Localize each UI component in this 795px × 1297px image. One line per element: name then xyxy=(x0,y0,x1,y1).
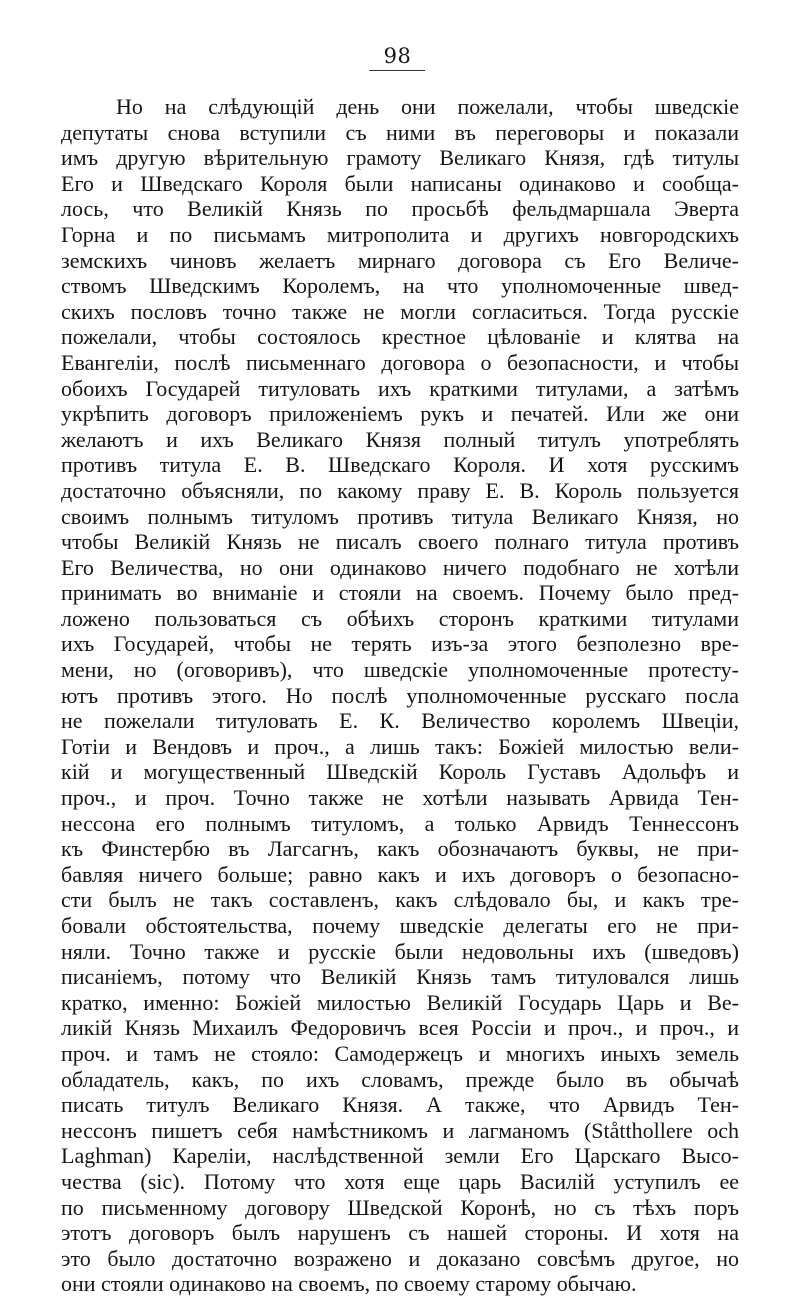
text-line: писаніемъ, потому что Великій Князь тамъ титуловался лишь xyxy=(61,964,739,990)
text-line: пожелали, чтобы состоялось крестное цѣлованіе и клятва на xyxy=(61,324,739,350)
page-number: 98 xyxy=(383,44,412,68)
text-line: чества (sic). Потому что хотя еще царь Василій уступилъ ее xyxy=(61,1168,739,1194)
text-line: Его Величества, но они одинаково ничего подобнаго не хотѣли xyxy=(61,554,739,580)
text-line: мени, но (оговоривъ), что шведскіе уполномоченные протесту- xyxy=(61,657,739,683)
text-line: нессона его полнымъ титуломъ, а только Арвидъ Теннессонъ xyxy=(61,810,739,836)
text-line: не пожелали титуловать Е. К. Величество королемъ Швеціи, xyxy=(61,708,739,734)
text-line: кій и могущественный Шведскій Король Густавъ Адольфъ и xyxy=(61,759,739,785)
text-line: Горна и по письмамъ митрополита и другихъ новгородскихъ xyxy=(61,221,739,247)
text-line: къ Финстербю въ Лагсагнъ, какъ обозначаютъ буквы, не при- xyxy=(61,836,739,862)
text-line: Евангеліи, послѣ письменнаго договора о безопасности, и чтобы xyxy=(61,349,739,375)
text-line: ликій Князь Михаилъ Федоровичъ всея Россіи и проч., и проч., и xyxy=(61,1015,739,1041)
text-line: ихъ Государей, чтобы не терять изъ-за этого безполезно вре- xyxy=(61,631,739,657)
text-line: няли. Точно также и русскіе были недовольны ихъ (шведовъ) xyxy=(61,938,739,964)
page-number-underline xyxy=(369,70,425,71)
text-line: проч. и тамъ не стояло: Самодержецъ и многихъ иныхъ земель xyxy=(61,1040,739,1066)
text-line: сти былъ не такъ составленъ, какъ слѣдовало бы, и какъ тре- xyxy=(61,887,739,913)
text-line: достаточно объясняли, по какому праву Е. В. Король пользуется xyxy=(61,477,739,503)
text-line: Готіи и Вендовъ и проч., а лишь такъ: Божіей милостью вели- xyxy=(61,733,739,759)
text-line: нессонъ пишетъ себя намѣстникомъ и лагманомъ (Ståtthollere och xyxy=(61,1117,739,1143)
text-line: проч., и проч. Точно также не хотѣли называть Арвида Тен- xyxy=(61,785,739,811)
text-line: Его и Шведскаго Короля были написаны одинаково и сообща- xyxy=(61,170,739,196)
text-line: писать титулъ Великаго Князя. А также, что Арвидъ Тен- xyxy=(61,1092,739,1118)
text-line: они стояли одинаково на своемъ, по своему старому обычаю. xyxy=(61,1271,637,1297)
text-line: обоихъ Государей титуловать ихъ краткими титулами, а затѣмъ xyxy=(61,375,739,401)
text-line: ствомъ Шведскимъ Королемъ, на что уполномоченные швед- xyxy=(61,273,739,299)
text-line: своимъ полнымъ титуломъ противъ титула Великаго Князя, но xyxy=(61,503,739,529)
text-line: принимать во вниманіе и стояли на своемъ. Почему было пред- xyxy=(61,580,739,606)
text-line: это было достаточно возражено и доказано совсѣмъ другое, но xyxy=(61,1245,739,1271)
text-line: Но на слѣдующій день они пожелали, чтобы шведскіе xyxy=(116,94,739,119)
text-line: земскихъ чиновъ желаетъ мирнаго договора съ Его Величе- xyxy=(61,247,739,273)
text-line: депутаты снова вступили съ ними въ переговоры и показали xyxy=(61,119,739,145)
text-line: обладатель, какъ, по ихъ словамъ, прежде было въ обычаѣ xyxy=(61,1066,739,1092)
text-line: противъ титула Е. В. Шведскаго Короля. И хотя русскимъ xyxy=(61,452,739,478)
text-line: кратко, именно: Божіей милостью Великій Государь Царь и Ве- xyxy=(61,989,739,1015)
text-line: укрѣпить договоръ приложеніемъ рукъ и печатей. Или же они xyxy=(61,401,739,427)
text-line: этотъ договоръ былъ нарушенъ съ нашей стороны. И хотя на xyxy=(61,1220,739,1246)
text-line: лось, что Великій Князь по просьбѣ фельдмаршала Эверта xyxy=(61,196,739,222)
text-line: имъ другую вѣрительную грамоту Великаго Князя, гдѣ титулы xyxy=(61,145,739,171)
text-line: по письменному договору Шведской Коронѣ, но съ тѣхъ поръ xyxy=(61,1194,739,1220)
text-line: скихъ пословъ точно также не могли согласиться. Тогда русскіе xyxy=(61,298,739,324)
text-line: Laghman) Кареліи, наслѣдственной земли Его Царскаго Высо- xyxy=(61,1143,739,1169)
text-line: бовали обстоятельства, почему шведскіе делегаты его не при- xyxy=(61,913,739,938)
text-line: желаютъ и ихъ Великаго Князя полный титулъ употреблять xyxy=(61,426,739,452)
body-paragraph xyxy=(61,94,739,1297)
text-line: ложено пользоваться съ обѣихъ сторонъ краткими титулами xyxy=(61,605,739,631)
text-line: ютъ противъ этого. Но послѣ уполномоченные русскаго посла xyxy=(61,682,739,708)
text-line: чтобы Великій Князь не писалъ своего полнаго титула противъ xyxy=(61,529,739,555)
text-line: бавляя ничего больше; равно какъ и ихъ договоръ о безопасно- xyxy=(61,861,739,887)
